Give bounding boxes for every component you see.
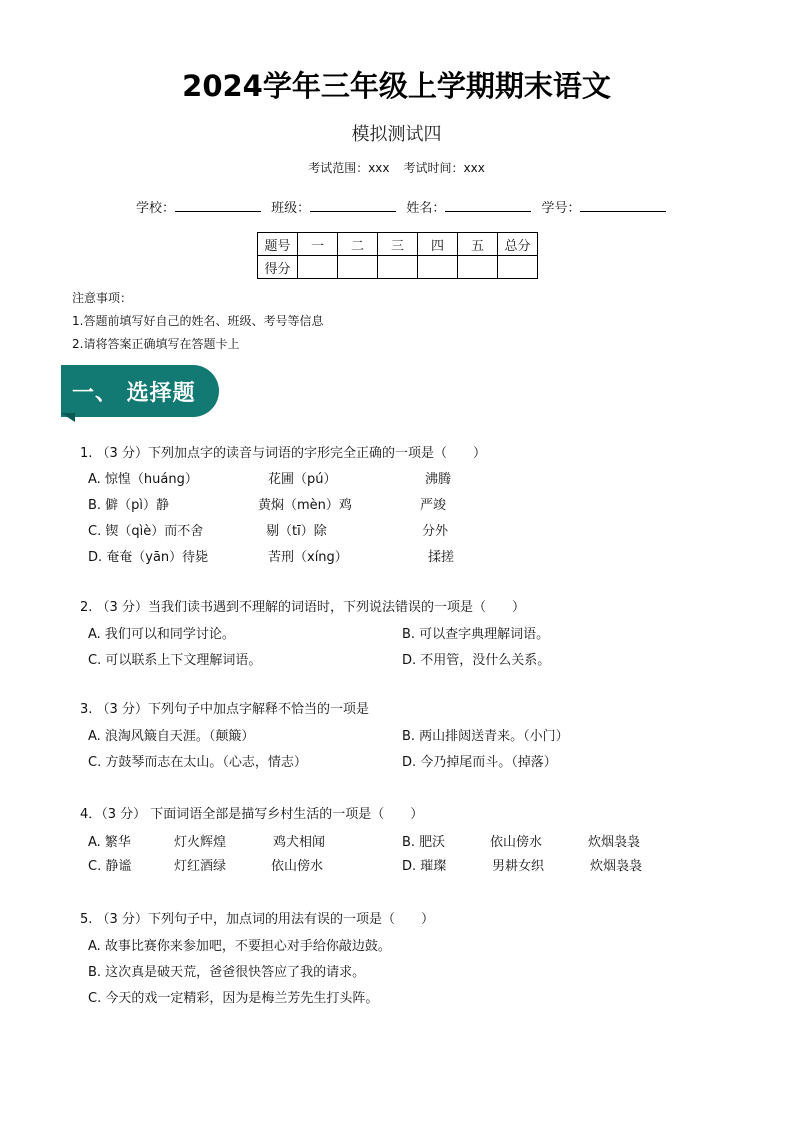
option-a: A. 故事比赛你来参加吧，不要担心对手给你敲边鼓。 — [88, 939, 391, 954]
option-b-word1: B. 僻（pì）静 — [88, 498, 170, 513]
score-table-header-row — [258, 233, 538, 256]
field-school-label: 学校： — [136, 201, 176, 216]
option-b-word1: B. 肥沃 — [402, 835, 446, 850]
field-class-label: 班级： — [271, 201, 311, 216]
option-c-word1: C. 锲（qìè）而不舍 — [88, 524, 204, 539]
option-c-word1: C. 静谧 — [88, 859, 132, 874]
option-a-word2: 灯火辉煌 — [174, 835, 227, 850]
exam-info — [0, 159, 793, 176]
score-cell — [458, 256, 498, 279]
score-cell — [298, 256, 338, 279]
score-table — [257, 232, 538, 279]
question-stem: 2. （3 分）当我们读书遇到不理解的词语时，下列说法错误的一项是（ ） — [80, 600, 525, 615]
field-class-blank — [310, 199, 396, 212]
option-b-word3: 严竣 — [420, 498, 447, 513]
question-stem: 5. （3 分）下列句子中，加点词的用法有误的一项是（ ） — [80, 912, 434, 927]
option-a-word3: 沸腾 — [425, 472, 452, 487]
option-a: A. 浪淘风簸自天涯。（颠簸） — [88, 729, 255, 744]
field-name-label: 姓名： — [406, 201, 446, 216]
option-b-word2: 黄焖（mèn）鸡 — [258, 498, 352, 513]
option-d: D. 今乃掉尾而斗。（掉落） — [402, 755, 557, 770]
option-d-word1: D. 奄奄（yān）待毙 — [88, 550, 209, 565]
option-a: A. 我们可以和同学讨论。 — [88, 627, 235, 642]
option-a-word2: 花圃（pú） — [268, 472, 337, 487]
option-d-word2: 苦刑（xíng） — [268, 550, 348, 565]
option-a-word1: A. 惊惶（huáng） — [88, 472, 198, 487]
option-b: B. 可以查字典理解词语。 — [402, 627, 550, 642]
option-c-word2: 灯红酒绿 — [174, 859, 227, 874]
score-header-cell: 四 — [418, 233, 458, 256]
option-d-word2: 男耕女织 — [492, 859, 545, 874]
field-name-blank — [445, 199, 531, 212]
option-c-word3: 依山傍水 — [271, 859, 324, 874]
page-subtitle: 模拟测试四 — [351, 124, 442, 145]
question-stem: 4．（3 分） 下面词语全部是描写乡村生活的一项是（ ） — [80, 807, 424, 822]
option-c-word2: 剔（tī）除 — [266, 524, 327, 539]
score-header-cell: 一 — [298, 233, 338, 256]
note-item: 1.答题前填写好自己的姓名、班级、考号等信息 — [72, 314, 324, 328]
field-id-blank — [580, 199, 666, 212]
page-title: 2024学年三年级上学期期末语文 — [182, 69, 611, 103]
score-cell — [378, 256, 418, 279]
note-item: 2.请将答案正确填写在答题卡上 — [72, 337, 240, 351]
score-header-cell: 二 — [338, 233, 378, 256]
option-b-word3: 炊烟袅袅 — [588, 835, 641, 850]
question-stem: 3. （3 分）下列句子中加点字解释不恰当的一项是 — [80, 702, 369, 717]
question-stem: 1. （3 分）下列加点字的读音与词语的字形完全正确的一项是（ ） — [80, 446, 486, 461]
option-b: B. 这次真是破天荒，爸爸很快答应了我的请求。 — [88, 965, 366, 980]
option-d-word3: 炊烟袅袅 — [590, 859, 643, 874]
option-d-word1: D. 璀璨 — [402, 859, 447, 874]
option-a-word3: 鸡犬相闻 — [273, 835, 326, 850]
student-info-fields — [136, 197, 672, 216]
score-table-score-row — [258, 256, 538, 279]
option-b: B. 两山排闼送青来。（小门） — [402, 729, 569, 744]
score-header-cell: 三 — [378, 233, 418, 256]
score-row-label: 得分 — [258, 256, 298, 279]
score-cell — [418, 256, 458, 279]
score-cell — [338, 256, 378, 279]
option-c-word3: 分外 — [422, 524, 449, 539]
exam-range: 考试范围：xxx — [308, 161, 390, 175]
option-c: C. 方鼓琴而志在太山。（心志，情志） — [88, 755, 307, 770]
option-d-word3: 揉搓 — [428, 550, 455, 565]
option-c: C. 可以联系上下文理解词语。 — [88, 653, 262, 668]
exam-time: 考试时间：xxx — [403, 161, 485, 175]
option-a-word1: A. 繁华 — [88, 835, 131, 850]
field-id-label: 学号： — [541, 201, 581, 216]
field-school-blank — [175, 199, 261, 212]
score-cell — [498, 256, 538, 279]
option-c: C. 今天的戏一定精彩，因为是梅兰芳先生打头阵。 — [88, 991, 379, 1006]
section-title: 一、 选择题 — [72, 381, 196, 406]
score-header-cell: 题号 — [258, 233, 298, 256]
notes-title: 注意事项： — [72, 291, 133, 305]
option-b-word2: 依山傍水 — [490, 835, 543, 850]
score-header-cell: 总分 — [498, 233, 538, 256]
score-header-cell: 五 — [458, 233, 498, 256]
option-d: D. 不用管，没什么关系。 — [402, 653, 551, 668]
section-banner-fold — [61, 413, 75, 422]
